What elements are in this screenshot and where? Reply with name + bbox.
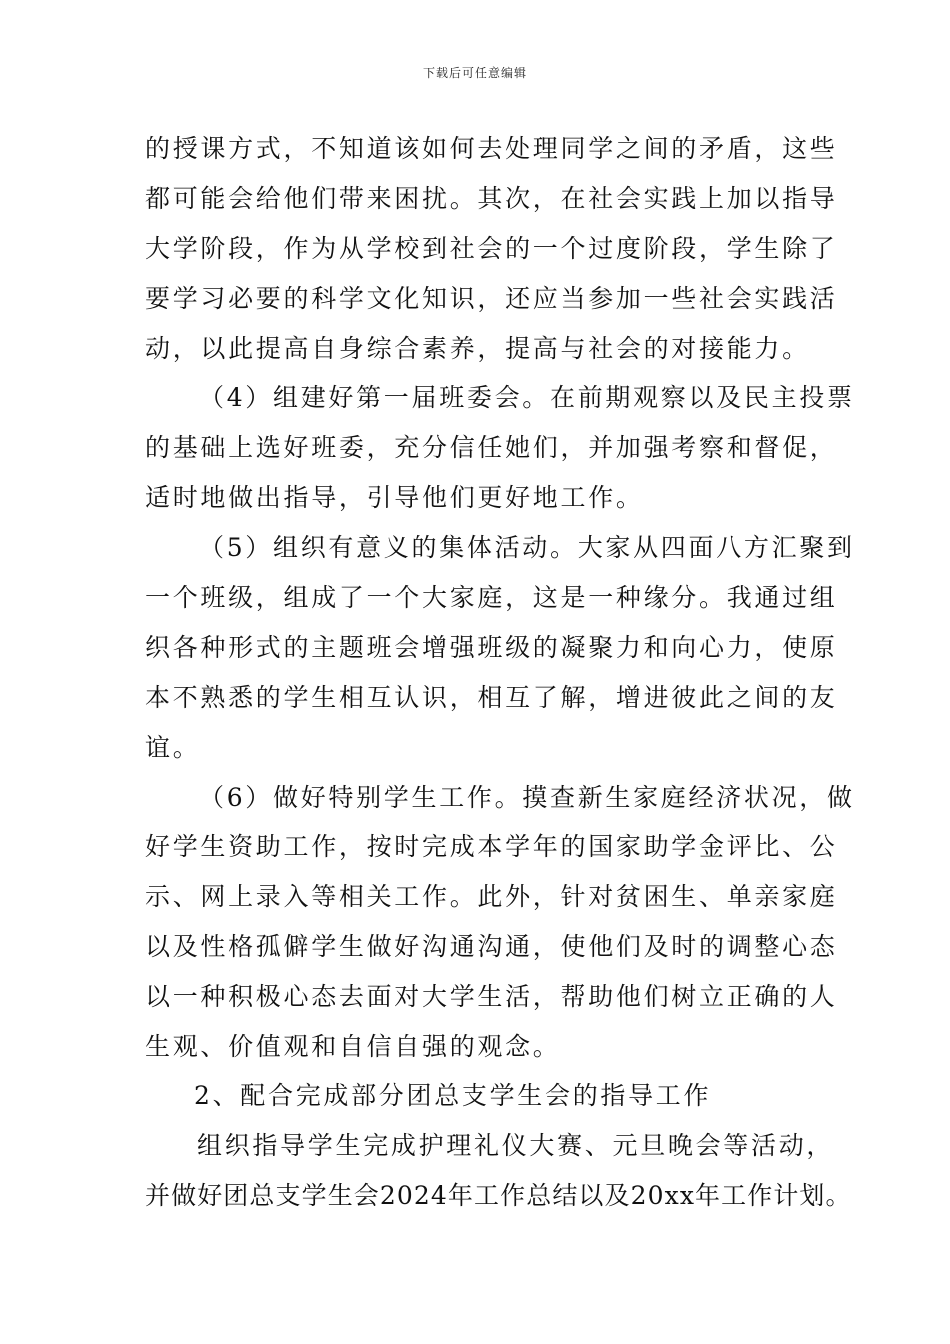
body-line: 要学习必要的科学文化知识，还应当参加一些社会实践活 xyxy=(145,284,838,313)
body-line: 织各种形式的主题班会增强班级的凝聚力和向心力，使原 xyxy=(145,633,838,662)
body-line: 本不熟悉的学生相互认识，相互了解，增进彼此之间的友 xyxy=(145,683,838,712)
body-line: 谊。 xyxy=(145,733,201,762)
body-line: 大学阶段，作为从学校到社会的一个过度阶段，学生除了 xyxy=(145,234,838,263)
body-line: 适时地做出指导，引导他们更好地工作。 xyxy=(145,483,644,512)
body-line: 动，以此提高自身综合素养，提高与社会的对接能力。 xyxy=(145,334,810,363)
body-line: 的授课方式，不知道该如何去处理同学之间的矛盾，这些 xyxy=(145,134,838,163)
paragraph-4-first-line: （4）组建好第一届班委会。在前期观察以及民主投票 xyxy=(199,383,855,412)
body-line: 示、网上录入等相关工作。此外，针对贫困生、单亲家庭 xyxy=(145,882,838,911)
paragraph-first-line: 组织指导学生完成护理礼仪大赛、元旦晚会等活动， xyxy=(197,1131,835,1160)
body-line: 好学生资助工作，按时完成本学年的国家助学金评比、公 xyxy=(145,832,838,861)
page-header: 下载后可任意编辑 xyxy=(422,66,527,80)
section-heading: 2、配合完成部分团总支学生会的指导工作 xyxy=(194,1081,712,1110)
body-line: 的基础上选好班委，充分信任她们，并加强考察和督促， xyxy=(145,433,838,462)
paragraph-6-first-line: （6）做好特别学生工作。摸查新生家庭经济状况，做 xyxy=(199,783,855,812)
body-line: 都可能会给他们带来困扰。其次，在社会实践上加以指导 xyxy=(145,184,838,213)
body-line: 以一种积极心态去面对大学生活，帮助他们树立正确的人 xyxy=(145,982,838,1011)
body-line: 并做好团总支学生会2024年工作总结以及20xx年工作计划。 xyxy=(145,1181,852,1210)
paragraph-5-first-line: （5）组织有意义的集体活动。大家从四面八方汇聚到 xyxy=(199,533,855,562)
body-line: 以及性格孤僻学生做好沟通沟通，使他们及时的调整心态 xyxy=(145,932,838,961)
body-line: 生观、价值观和自信自强的观念。 xyxy=(145,1032,561,1061)
body-line: 一个班级，组成了一个大家庭，这是一种缘分。我通过组 xyxy=(145,583,838,612)
